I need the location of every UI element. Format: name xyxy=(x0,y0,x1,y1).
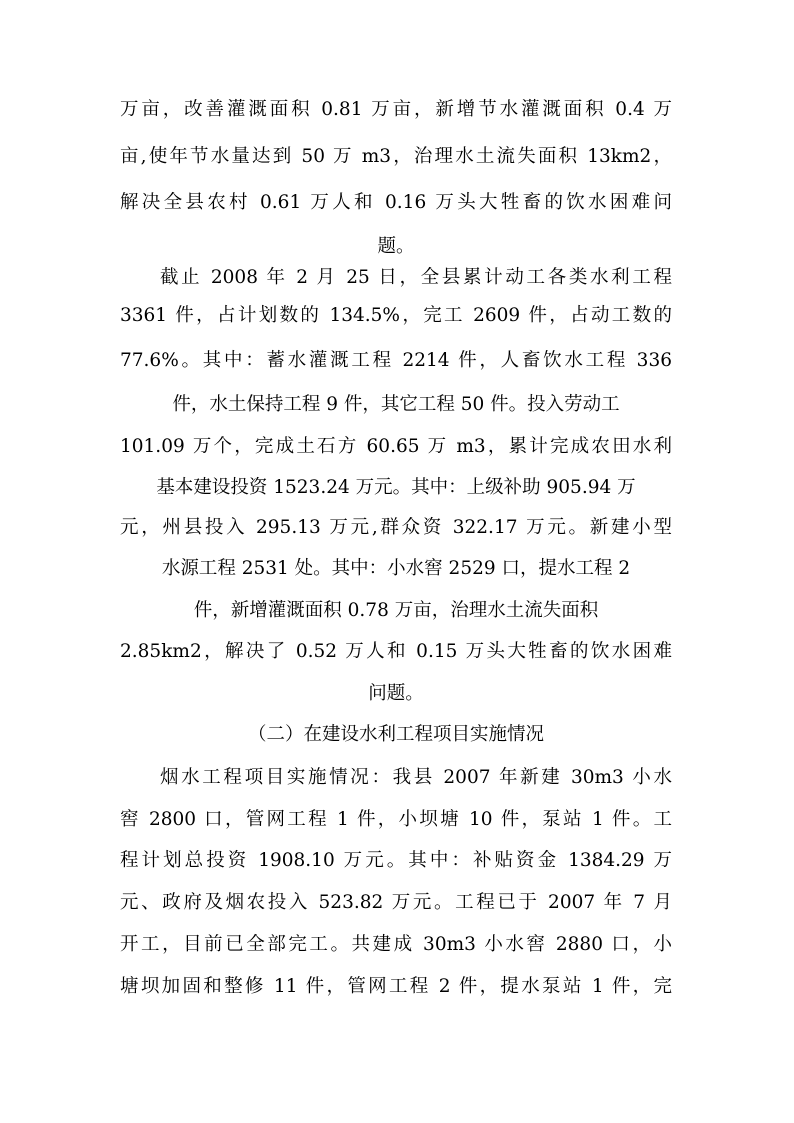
text-line: 2.85km2，解决了 0.52 万人和 0.15 万头大牲畜的饮水困难 xyxy=(120,641,672,662)
text-line: 基本建设投资 1523.24 万元。其中：上级补助 905.94 万 xyxy=(156,477,636,498)
paragraph-start-line: 截止 2008 年 2 月 25 日，全县累计动工各类水利工程 xyxy=(160,267,672,288)
text-line: 万亩，改善灌溉面积 0.81 万亩，新增节水灌溉面积 0.4 万 xyxy=(120,99,672,120)
text-line: 77.6%。其中：蓄水灌溉工程 2214 件，人畜饮水工程 336 xyxy=(120,350,672,371)
text-line: 件，水土保持工程 9 件，其它工程 50 件。投入劳动工 xyxy=(172,394,620,415)
text-line: 亩,使年节水量达到 50 万 m3，治理水土流失面积 13km2， xyxy=(120,146,672,167)
text-line: 元、政府及烟农投入 523.82 万元。工程已于 2007 年 7 月 xyxy=(120,892,672,913)
text-line: 101.09 万个，完成土石方 60.65 万 m3，累计完成农田水利 xyxy=(120,436,672,457)
text-line: 题。 xyxy=(377,236,415,257)
paragraph-start-line: 烟水工程项目实施情况：我县 2007 年新建 30m3 小水 xyxy=(160,767,672,788)
text-line: 件，新增灌溉面积 0.78 万亩，治理水土流失面积 xyxy=(193,600,599,621)
text-line: 问题。 xyxy=(368,683,424,704)
text-line: 开工，目前已全部完工。共建成 30m3 小水窖 2880 口，小 xyxy=(120,934,672,955)
text-line: 水源工程 2531 处。其中：小水窖 2529 口，提水工程 2 xyxy=(161,558,631,579)
text-line: 塘坝加固和整修 11 件，管网工程 2 件，提水泵站 1 件，完 xyxy=(120,976,672,997)
text-line: 程计划总投资 1908.10 万元。其中：补贴资金 1384.29 万 xyxy=(120,850,672,871)
text-line: 窖 2800 口，管网工程 1 件，小坝塘 10 件，泵站 1 件。工 xyxy=(120,809,672,830)
section-heading: （二）在建设水利工程项目实施情况 xyxy=(247,724,544,745)
text-line: 3361 件，占计划数的 134.5%，完工 2609 件，占动工数的 xyxy=(120,305,672,326)
text-line: 元，州县投入 295.13 万元,群众资 322.17 万元。新建小型 xyxy=(120,517,672,538)
text-line: 解决全县农村 0.61 万人和 0.16 万头大牲畜的饮水困难问 xyxy=(120,192,672,213)
